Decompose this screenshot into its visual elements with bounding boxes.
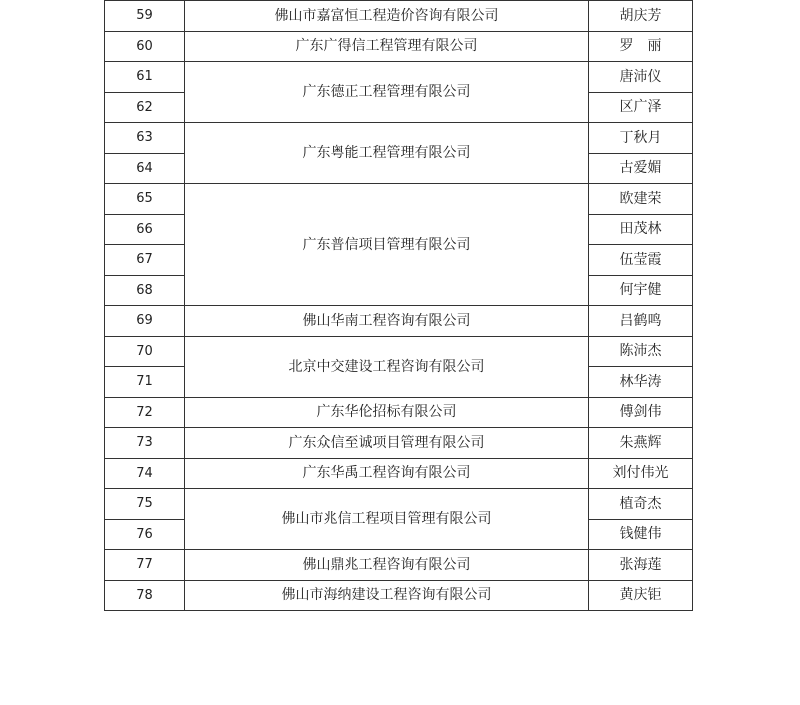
row-number: 75	[105, 489, 185, 520]
row-number: 76	[105, 519, 185, 550]
table-row	[105, 31, 693, 62]
person-name: 唐沛仪	[589, 62, 693, 93]
company-name: 广东华禹工程咨询有限公司	[185, 458, 589, 489]
row-number: 63	[105, 123, 185, 154]
roster-table	[104, 0, 693, 611]
table-row	[105, 123, 693, 154]
row-number: 65	[105, 184, 185, 215]
person-name: 钱健伟	[589, 519, 693, 550]
person-name: 朱燕辉	[589, 428, 693, 459]
person-name: 田茂林	[589, 214, 693, 245]
person-name: 丁秋月	[589, 123, 693, 154]
table-row	[105, 428, 693, 459]
person-name: 林华涛	[589, 367, 693, 398]
table-row	[105, 1, 693, 32]
row-number: 74	[105, 458, 185, 489]
table-row	[105, 458, 693, 489]
row-number: 71	[105, 367, 185, 398]
person-name: 植奇杰	[589, 489, 693, 520]
table-row	[105, 62, 693, 93]
person-name: 胡庆芳	[589, 1, 693, 32]
table-row	[105, 550, 693, 581]
person-name: 陈沛杰	[589, 336, 693, 367]
person-name: 区广泽	[589, 92, 693, 123]
row-number: 78	[105, 580, 185, 611]
company-name: 佛山市嘉富恒工程造价咨询有限公司	[185, 1, 589, 32]
row-number: 64	[105, 153, 185, 184]
row-number: 62	[105, 92, 185, 123]
company-name: 广东德正工程管理有限公司	[185, 62, 589, 123]
row-number: 77	[105, 550, 185, 581]
person-name: 何宇健	[589, 275, 693, 306]
row-number: 72	[105, 397, 185, 428]
row-number: 61	[105, 62, 185, 93]
row-number: 69	[105, 306, 185, 337]
company-name: 广东众信至诚项目管理有限公司	[185, 428, 589, 459]
row-number: 73	[105, 428, 185, 459]
person-name: 傅剑伟	[589, 397, 693, 428]
person-name: 伍莹霞	[589, 245, 693, 276]
row-number: 60	[105, 31, 185, 62]
table-row	[105, 580, 693, 611]
company-name: 佛山华南工程咨询有限公司	[185, 306, 589, 337]
person-name: 罗 丽	[589, 31, 693, 62]
table-row	[105, 336, 693, 367]
row-number: 70	[105, 336, 185, 367]
company-name: 广东普信项目管理有限公司	[185, 184, 589, 306]
person-name: 欧建荣	[589, 184, 693, 215]
row-number: 66	[105, 214, 185, 245]
company-name: 广东粤能工程管理有限公司	[185, 123, 589, 184]
company-name: 佛山鼎兆工程咨询有限公司	[185, 550, 589, 581]
row-number: 67	[105, 245, 185, 276]
table-row	[105, 397, 693, 428]
person-name: 古爱媚	[589, 153, 693, 184]
person-name: 张海莲	[589, 550, 693, 581]
person-name: 刘付伟光	[589, 458, 693, 489]
table-row	[105, 489, 693, 520]
person-name: 吕鹤鸣	[589, 306, 693, 337]
company-name: 北京中交建设工程咨询有限公司	[185, 336, 589, 397]
company-name: 广东广得信工程管理有限公司	[185, 31, 589, 62]
company-name: 广东华伦招标有限公司	[185, 397, 589, 428]
row-number: 59	[105, 1, 185, 32]
company-name: 佛山市兆信工程项目管理有限公司	[185, 489, 589, 550]
table-row	[105, 184, 693, 215]
table-row	[105, 306, 693, 337]
company-name: 佛山市海纳建设工程咨询有限公司	[185, 580, 589, 611]
person-name: 黄庆钜	[589, 580, 693, 611]
row-number: 68	[105, 275, 185, 306]
